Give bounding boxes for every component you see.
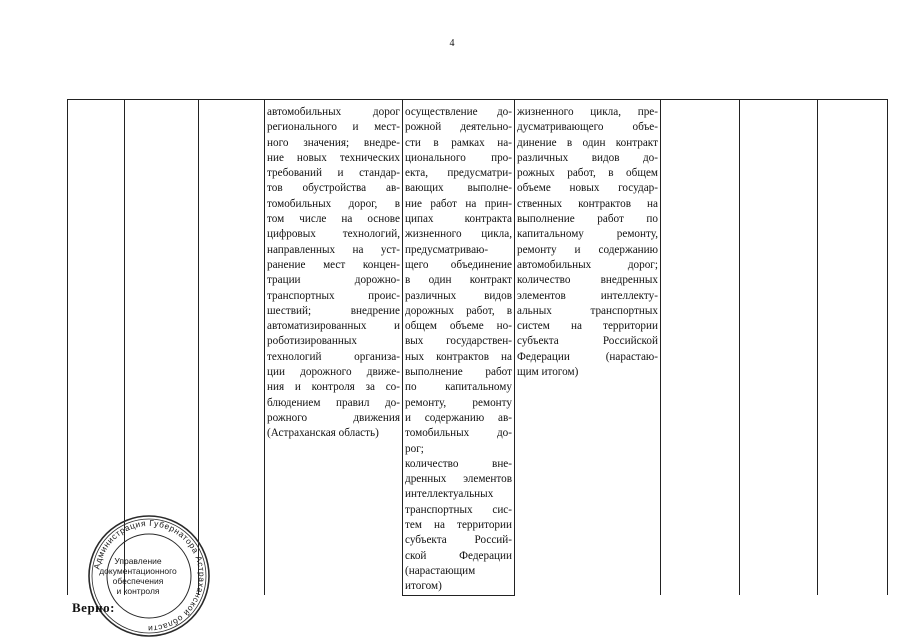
cell-line: тем на территории (405, 519, 512, 532)
cell-line: том числе на основе (267, 213, 400, 226)
cell-line: дренных элементов (405, 473, 512, 486)
cell-line: и содержанию ав- (405, 411, 512, 424)
cell-line: ции дорожного движе- (267, 366, 400, 379)
verno-label: Верно: (72, 600, 115, 615)
cell-line: жизненного цикла, пре- (517, 106, 658, 118)
cell-line: альных транспортных (517, 304, 658, 317)
cell-line: объеме новых государ- (517, 182, 658, 195)
stamp-line: обеспечения (112, 576, 164, 586)
cell-line: ремонту и содержанию (517, 243, 658, 256)
cell-line: ционального про- (405, 151, 512, 164)
cell-line: регионального и мест- (267, 121, 400, 134)
cell-line: щим итогом) (517, 366, 579, 379)
cell-line: томобильных до- (405, 427, 512, 440)
cell-line: выполнение работ по (517, 213, 658, 226)
stamp-line: и контроля (116, 586, 160, 596)
cell-line: по капитальному (405, 381, 512, 394)
cell-line: ципах контракта (405, 213, 512, 226)
cell-line: ской Федерации (405, 549, 512, 562)
cell-line: дорожных работ, в (405, 304, 512, 317)
cell-line: (нарастающим (405, 564, 476, 577)
cell-line: осуществление до- (405, 106, 512, 118)
cell-line: транспортных проис- (267, 289, 400, 302)
cell-line: итогом) (405, 580, 442, 593)
cell-line: автомобильных дорог (267, 106, 400, 118)
cell-line: ственных контрактов на (517, 197, 658, 210)
cell-col5-indicators (403, 100, 515, 596)
cell-line: трации дорожно- (267, 274, 400, 287)
stamp-ring-text: Администрация Губернатора Астраханской области (91, 517, 208, 635)
cell-line: вых государствен- (405, 335, 512, 348)
cell-line: субъекта Российской (517, 335, 658, 348)
stamp-line: документационного (99, 566, 177, 576)
cell-line: екта, предусматри- (405, 167, 512, 180)
cell-line: различных видов (405, 289, 512, 302)
cell-line: выполнение работ (405, 366, 512, 379)
cell-line: вающих выполне- (405, 182, 512, 195)
cell-line: общем объеме но- (405, 320, 512, 333)
cell-line: Федерации (нарастаю- (517, 350, 658, 363)
cell-line: ние работ на прин- (405, 197, 512, 210)
stamp-center-text (98, 556, 178, 596)
cell-line: (Астраханская область) (267, 427, 379, 440)
cell-line: систем на территории (517, 320, 658, 333)
cell-line: транспортных сис- (405, 503, 512, 516)
cell-line: цифровых технологий, (267, 228, 400, 241)
cell-line: рожной деятельно- (405, 121, 512, 134)
cell-line: рог; (405, 442, 424, 455)
page-number: 4 (449, 38, 455, 49)
cell-line: сти в рамках на- (405, 136, 512, 149)
cell-line: субъекта Россий- (405, 534, 512, 547)
stamp-line: Управление (114, 556, 162, 566)
cell-col4-measures (265, 100, 403, 596)
cell-col7 (661, 100, 740, 596)
cell-line: различных видов до- (517, 151, 658, 164)
cell-col8 (740, 100, 818, 596)
cell-line: количество внедренных (517, 274, 658, 287)
cell-line: в один контракт (405, 274, 512, 287)
cell-line: томобильных дорог, в (267, 197, 400, 210)
cell-line: роботизированных (267, 335, 357, 348)
cell-line: ного значения; внедре- (267, 136, 400, 149)
cell-line: автомобильных дорог; (517, 258, 658, 271)
cell-line: ние новых технических (267, 151, 400, 164)
cell-col9 (818, 100, 888, 596)
cell-line: блюдением правил до- (267, 396, 400, 409)
cell-line: щего объединение (405, 258, 512, 271)
cell-line: количество вне- (405, 457, 512, 470)
cell-line: капитальному ремонту, (517, 228, 658, 241)
cell-line: требований и стандар- (267, 167, 400, 180)
cell-line: ранение мест концен- (267, 258, 400, 271)
cell-line: шествий; внедрение (267, 304, 400, 317)
cell-line: направленных на уст- (267, 243, 400, 256)
cell-line: жизненного цикла, (405, 228, 512, 241)
cell-col6-indicators (515, 100, 661, 596)
cell-line: тов обустройства ав- (267, 182, 400, 195)
cell-line: ремонту, ремонту (405, 396, 512, 409)
cell-line: динение в один контракт (517, 136, 658, 149)
cell-line: элементов интеллекту- (517, 289, 658, 302)
cell-line: рожных работ, в общем (517, 167, 658, 180)
cell-line: автоматизированных и (267, 320, 400, 333)
cell-line: технологий организа- (267, 350, 400, 363)
cell-line: ных контрактов на (405, 350, 512, 363)
cell-line: рожного движения (267, 411, 400, 424)
cell-line: дусматривающего объе- (517, 121, 658, 134)
cell-line: ния и контроля за со- (267, 381, 400, 394)
cell-line: интеллектуальных (405, 488, 494, 501)
cell-line: предусматриваю- (405, 243, 489, 256)
